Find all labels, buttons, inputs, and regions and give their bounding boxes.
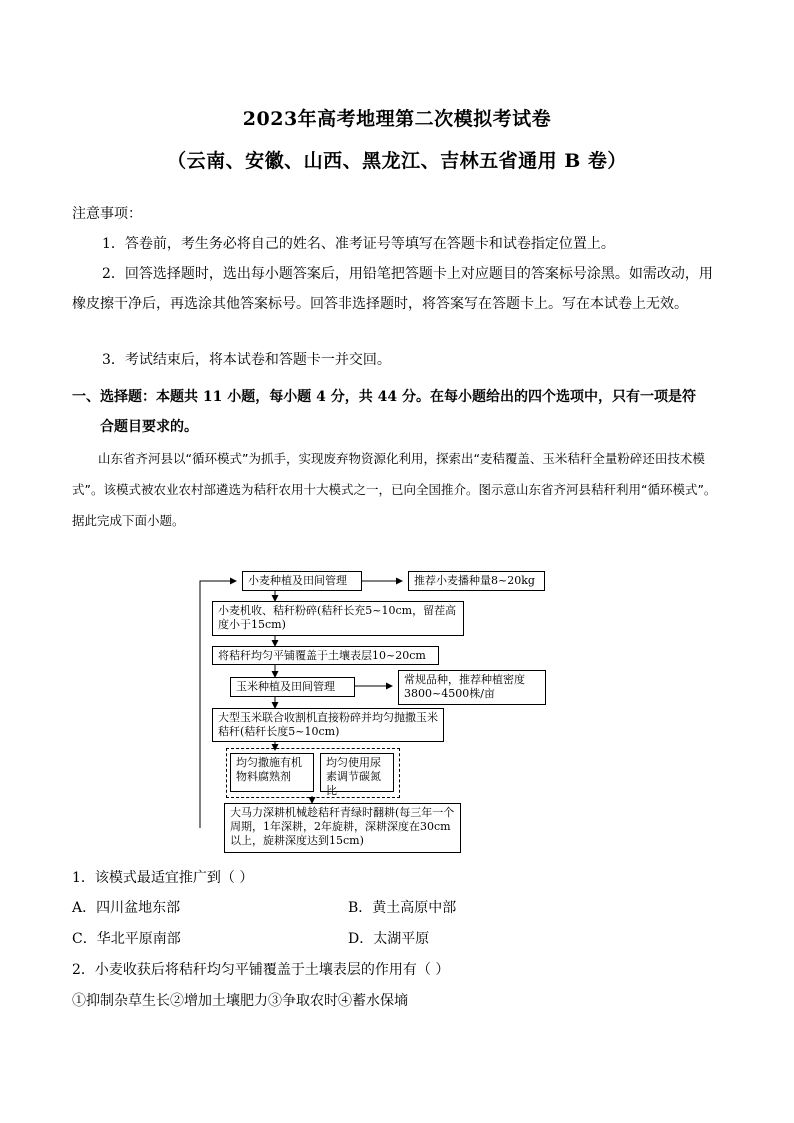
box-corn-harvest: 大型玉米联合收割机直接粉碎并均匀抛撒玉米秸秆(秸秆长度5~10cm)	[212, 708, 444, 742]
box-corn-planting: 玉米种植及田间管理	[230, 677, 355, 697]
passage-text: 山东省齐河县以“循环模式”为抓手，实现废弃物资源化利用，探索出“麦秸覆盖、玉米秸秆全量粉碎还田技术模式”。该模式被农业农村部遴选为秸秆农用十大模式之一，已向全国推介。图示意山东省齐河县秸秆利用“循环模式”。据此完成下面小题。	[72, 451, 717, 528]
box-corn-density: 常规品种，推荐种植密度3800~4500株/亩	[398, 670, 546, 705]
q1-option-a: A．四川盆地东部	[72, 900, 181, 916]
notice-item-3: 3．考试结束后，将本试卷和答题卡一并交回。	[102, 352, 391, 368]
section-heading-line2: 合题目要求的。	[100, 419, 198, 435]
question-2-stem: 2．小麦收获后将秸秆均匀平铺覆盖于土壤表层的作用有（ ）	[72, 962, 450, 978]
q1-option-b: B．黄土高原中部	[348, 900, 457, 916]
section-heading-line1: 一、选择题：本题共 11 小题，每小题 4 分，共 44 分。在每小题给出的四个选项中，只有一项是符	[72, 389, 696, 405]
box-wheat-planting: 小麦种植及田间管理	[242, 571, 362, 591]
box-wheat-harvest: 小麦机收、秸秆粉碎(秸秆长充5~10cm，留茬高度小于15cm)	[212, 601, 464, 636]
box-urea: 均匀使用尿素调节碳氮比	[320, 753, 394, 792]
notice-item-1: 1．答卷前，考生务必将自己的姓名、准考证号等填写在答题卡和试卷指定位置上。	[102, 236, 615, 252]
box-decomposer: 均匀撒施有机物料腐熟剂	[230, 753, 314, 792]
notice-heading: 注意事项：	[72, 206, 142, 222]
notice-item-2: 2．回答选择题时，选出每小题答案后，用铅笔把答题卡上对应题目的答案标号涂黑。如需改动，用橡皮擦干净后，再选涂其他答案标号。回答非选择题时，将答案写在答题卡上。写在本试卷上无效。	[72, 266, 713, 312]
box-straw-cover: 将秸秆均匀平铺覆盖于土壤表层10~20cm	[212, 646, 439, 665]
q1-option-d: D．太湖平原	[348, 931, 430, 947]
exam-subtitle: （云南、安徽、山西、黑龙江、吉林五省通用 B 卷）	[167, 150, 627, 172]
q2-choices: ①抑制杂草生长②增加土壤肥力③争取农时④蓄水保墒	[72, 993, 408, 1009]
question-1-stem: 1．该模式最适宜推广到（ ）	[72, 870, 254, 886]
box-deep-plow: 大马力深耕机械趁秸秆青绿时翻耕(每三年一个周期，1年深耕，2年旋耕，深耕深度在30cm以上，旋耕深度达到15cm)	[224, 803, 461, 853]
q1-option-c: C．华北平原南部	[72, 931, 181, 947]
exam-title: 2023年高考地理第二次模拟考试卷	[242, 108, 552, 130]
box-wheat-seed-rate: 推荐小麦播种量8~20kg	[408, 571, 545, 591]
